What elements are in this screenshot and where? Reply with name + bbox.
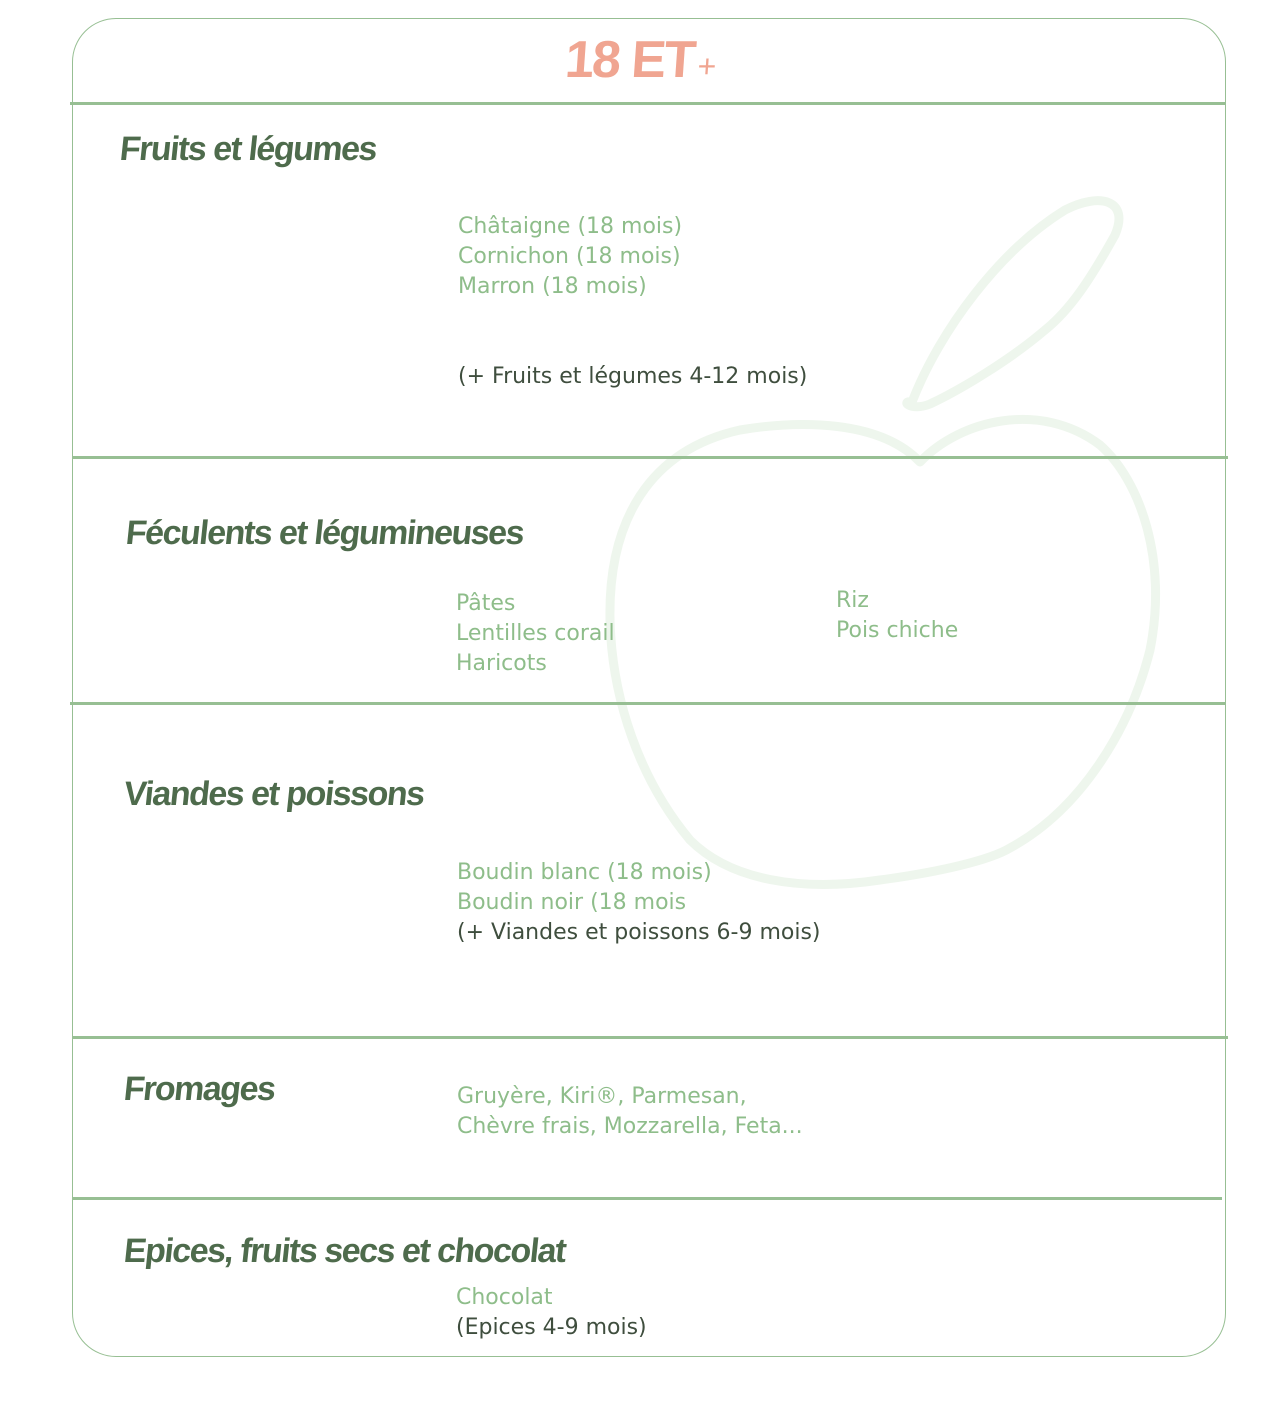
title-text: 18 ET bbox=[563, 31, 697, 89]
list-item: Chèvre frais, Mozzarella, Feta... bbox=[457, 1114, 803, 1139]
section-heading-epices: Epices, fruits secs et chocolat bbox=[122, 1232, 568, 1270]
title-plus: + bbox=[696, 48, 716, 84]
list-item: Haricots bbox=[456, 651, 547, 676]
divider-2 bbox=[70, 702, 1226, 705]
list-item: Cornichon (18 mois) bbox=[458, 244, 681, 269]
section-heading-viandes-poissons: Viandes et poissons bbox=[122, 775, 426, 813]
section-heading-feculents: Féculents et légumineuses bbox=[124, 514, 526, 552]
viandes-poissons-note: (+ Viandes et poissons 6-9 mois) bbox=[457, 920, 821, 945]
section-heading-fromages: Fromages bbox=[122, 1070, 277, 1108]
epices-list bbox=[456, 1283, 553, 1313]
list-item: Marron (18 mois) bbox=[458, 274, 647, 299]
list-item: Lentilles corail bbox=[456, 621, 615, 646]
page-title bbox=[0, 30, 1280, 90]
list-item: Châtaigne (18 mois) bbox=[458, 214, 683, 239]
list-item: Pois chiche bbox=[836, 618, 959, 643]
list-item: Pâtes bbox=[456, 591, 516, 616]
list-item: Riz bbox=[836, 588, 869, 613]
divider-top bbox=[70, 102, 1226, 105]
fromages-list bbox=[457, 1082, 803, 1142]
divider-1 bbox=[72, 456, 1228, 459]
fruits-legumes-note: (+ Fruits et légumes 4-12 mois) bbox=[458, 364, 808, 389]
feculents-list-col2 bbox=[836, 586, 958, 646]
viandes-poissons-list bbox=[457, 858, 712, 918]
list-item: Boudin noir (18 mois bbox=[457, 890, 687, 915]
list-item: Boudin blanc (18 mois) bbox=[457, 860, 712, 885]
epices-note: (Epices 4-9 mois) bbox=[456, 1315, 647, 1340]
section-heading-fruits-legumes: Fruits et légumes bbox=[118, 130, 379, 168]
list-item: Chocolat bbox=[456, 1285, 553, 1310]
fruits-legumes-list bbox=[458, 212, 682, 302]
list-item: Gruyère, Kiri®, Parmesan, bbox=[457, 1084, 747, 1109]
divider-3 bbox=[72, 1036, 1228, 1039]
divider-4 bbox=[72, 1197, 1222, 1200]
feculents-list-col1 bbox=[456, 589, 615, 679]
